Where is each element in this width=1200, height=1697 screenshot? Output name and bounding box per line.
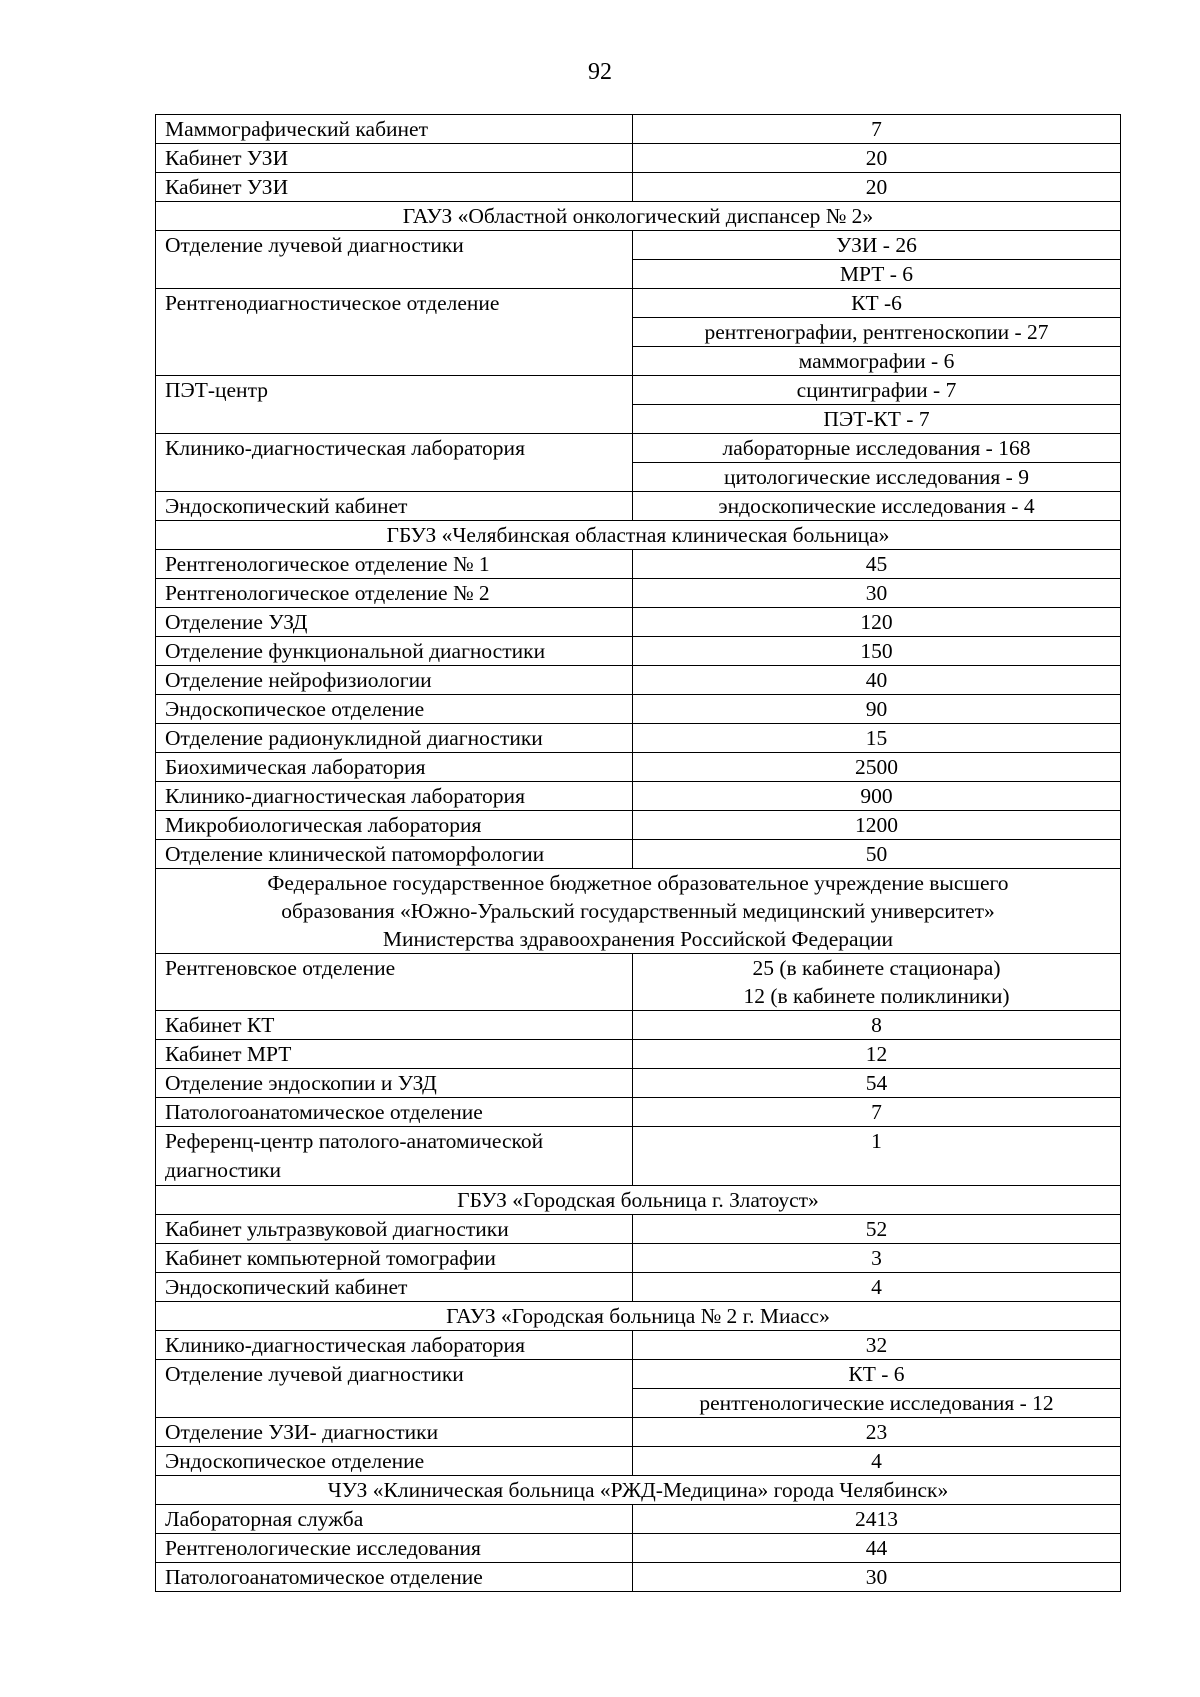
department-name: Кабинет УЗИ <box>156 144 633 173</box>
capacity-value: 900 <box>633 782 1121 811</box>
section-header-row <box>156 1476 1121 1505</box>
department-name: Кабинет ультразвуковой диагностики <box>156 1215 633 1244</box>
department-name: Отделение УЗИ- диагностики <box>156 1418 633 1447</box>
capacity-value: 120 <box>633 608 1121 637</box>
section-header-row <box>156 1302 1121 1331</box>
table-row <box>156 840 1121 869</box>
department-name: Рентгенологическое отделение № 2 <box>156 579 633 608</box>
table-row <box>156 1360 1121 1389</box>
capacity-value: 30 <box>633 579 1121 608</box>
section-title: ГАУЗ «Областной онкологический диспансер № 2» <box>156 202 1121 231</box>
table-row <box>156 666 1121 695</box>
table-row <box>156 695 1121 724</box>
section-title <box>156 869 1121 954</box>
table-row <box>156 1534 1121 1563</box>
capacity-value: 2500 <box>633 753 1121 782</box>
capacity-value: 44 <box>633 1534 1121 1563</box>
department-name: Отделение радионуклидной диагностики <box>156 724 633 753</box>
department-name: Кабинет компьютерной томографии <box>156 1244 633 1273</box>
department-name: Рентгеновское отделение <box>156 954 633 1011</box>
capacity-value: 12 <box>633 1040 1121 1069</box>
department-name: Биохимическая лаборатория <box>156 753 633 782</box>
capacity-value: 1200 <box>633 811 1121 840</box>
capacity-value: лабораторные исследования - 168 <box>633 434 1121 463</box>
section-title: ГАУЗ «Городская больница № 2 г. Миасс» <box>156 1302 1121 1331</box>
table-row <box>156 1418 1121 1447</box>
capacity-value: 4 <box>633 1273 1121 1302</box>
capacity-value: МРТ - 6 <box>633 260 1121 289</box>
table-row <box>156 1098 1121 1127</box>
table-row <box>156 1273 1121 1302</box>
department-name: Кабинет МРТ <box>156 1040 633 1069</box>
capacity-table <box>155 114 1121 1592</box>
section-title-line: образования «Южно-Уральский государственный медицинский университет» <box>281 899 995 923</box>
department-name: Клинико-диагностическая лаборатория <box>156 434 633 492</box>
capacity-value: КТ -6 <box>633 289 1121 318</box>
table-row <box>156 1244 1121 1273</box>
department-name: Лабораторная служба <box>156 1505 633 1534</box>
table-row <box>156 173 1121 202</box>
department-name: Рентгенологическое отделение № 1 <box>156 550 633 579</box>
capacity-value: 40 <box>633 666 1121 695</box>
capacity-value: 2413 <box>633 1505 1121 1534</box>
capacity-value: 150 <box>633 637 1121 666</box>
capacity-value: ПЭТ-КТ - 7 <box>633 405 1121 434</box>
table-row <box>156 811 1121 840</box>
capacity-value: 54 <box>633 1069 1121 1098</box>
table-row <box>156 724 1121 753</box>
table-row <box>156 1331 1121 1360</box>
department-name: Рентгенодиагностическое отделение <box>156 289 633 376</box>
capacity-value: 50 <box>633 840 1121 869</box>
table-row <box>156 1040 1121 1069</box>
section-title-line: Федеральное государственное бюджетное образовательное учреждение высшего <box>267 871 1009 895</box>
department-name: Клинико-диагностическая лаборатория <box>156 1331 633 1360</box>
capacity-value: рентгенологические исследования - 12 <box>633 1389 1121 1418</box>
department-name: Отделение УЗД <box>156 608 633 637</box>
table-row <box>156 289 1121 318</box>
capacity-value: 32 <box>633 1331 1121 1360</box>
page-number: 92 <box>588 59 612 85</box>
table-row <box>156 434 1121 463</box>
capacity-value: 20 <box>633 144 1121 173</box>
capacity-value: 23 <box>633 1418 1121 1447</box>
capacity-value: КТ - 6 <box>633 1360 1121 1389</box>
table-row <box>156 782 1121 811</box>
table-row <box>156 144 1121 173</box>
table-row <box>156 550 1121 579</box>
section-title: ГБУЗ «Челябинская областная клиническая больница» <box>156 521 1121 550</box>
capacity-value: 4 <box>633 1447 1121 1476</box>
department-name: Эндоскопическое отделение <box>156 1447 633 1476</box>
table-row <box>156 231 1121 260</box>
capacity-value: 20 <box>633 173 1121 202</box>
capacity-value <box>633 954 1121 1011</box>
department-name: Рентгенологические исследования <box>156 1534 633 1563</box>
table-row <box>156 753 1121 782</box>
table-row <box>156 954 1121 1011</box>
department-name: Эндоскопический кабинет <box>156 492 633 521</box>
department-name: ПЭТ-центр <box>156 376 633 434</box>
department-name: Отделение клинической патоморфологии <box>156 840 633 869</box>
table-row <box>156 1563 1121 1592</box>
department-name: Отделение лучевой диагностики <box>156 1360 633 1418</box>
department-name: Эндоскопический кабинет <box>156 1273 633 1302</box>
section-title: ЧУЗ «Клиническая больница «РЖД-Медицина» города Челябинск» <box>156 1476 1121 1505</box>
capacity-value: эндоскопические исследования - 4 <box>633 492 1121 521</box>
capacity-value: 52 <box>633 1215 1121 1244</box>
capacity-value: 3 <box>633 1244 1121 1273</box>
table-row <box>156 1215 1121 1244</box>
capacity-value: 1 <box>633 1127 1121 1186</box>
capacity-value-line: 25 (в кабинете стационара) <box>752 956 1001 980</box>
table-row <box>156 492 1121 521</box>
table-row <box>156 376 1121 405</box>
department-name: Отделение эндоскопии и УЗД <box>156 1069 633 1098</box>
department-name: Отделение функциональной диагностики <box>156 637 633 666</box>
section-header-row <box>156 869 1121 954</box>
department-name: Референц-центр патолого-анатомической диагностики <box>156 1127 633 1186</box>
department-name: Отделение лучевой диагностики <box>156 231 633 289</box>
capacity-value: 30 <box>633 1563 1121 1592</box>
capacity-value: сцинтиграфии - 7 <box>633 376 1121 405</box>
table-row <box>156 115 1121 144</box>
department-name: Патологоанатомическое отделение <box>156 1098 633 1127</box>
capacity-value: УЗИ - 26 <box>633 231 1121 260</box>
capacity-value: рентгенографии, рентгеноскопии - 27 <box>633 318 1121 347</box>
table-row <box>156 1127 1121 1186</box>
section-header-row <box>156 1186 1121 1215</box>
section-title: ГБУЗ «Городская больница г. Златоуст» <box>156 1186 1121 1215</box>
capacity-value: 7 <box>633 115 1121 144</box>
capacity-value: 15 <box>633 724 1121 753</box>
department-name: Маммографический кабинет <box>156 115 633 144</box>
table-row <box>156 1505 1121 1534</box>
department-name: Кабинет УЗИ <box>156 173 633 202</box>
capacity-value-line: 12 (в кабинете поликлиники) <box>743 984 1010 1008</box>
department-name: Патологоанатомическое отделение <box>156 1563 633 1592</box>
table-row <box>156 637 1121 666</box>
capacity-value: 45 <box>633 550 1121 579</box>
department-name: Клинико-диагностическая лаборатория <box>156 782 633 811</box>
department-name: Микробиологическая лаборатория <box>156 811 633 840</box>
capacity-value: 8 <box>633 1011 1121 1040</box>
capacity-value: маммографии - 6 <box>633 347 1121 376</box>
section-header-row <box>156 521 1121 550</box>
section-title-line: Министерства здравоохранения Российской Федерации <box>382 927 894 951</box>
department-name: Эндоскопическое отделение <box>156 695 633 724</box>
department-name: Отделение нейрофизиологии <box>156 666 633 695</box>
section-header-row <box>156 202 1121 231</box>
capacity-value: цитологические исследования - 9 <box>633 463 1121 492</box>
table-row <box>156 579 1121 608</box>
table-row <box>156 608 1121 637</box>
department-name: Кабинет КТ <box>156 1011 633 1040</box>
table-row <box>156 1069 1121 1098</box>
table-row <box>156 1011 1121 1040</box>
capacity-value: 90 <box>633 695 1121 724</box>
table-row <box>156 1447 1121 1476</box>
capacity-value: 7 <box>633 1098 1121 1127</box>
